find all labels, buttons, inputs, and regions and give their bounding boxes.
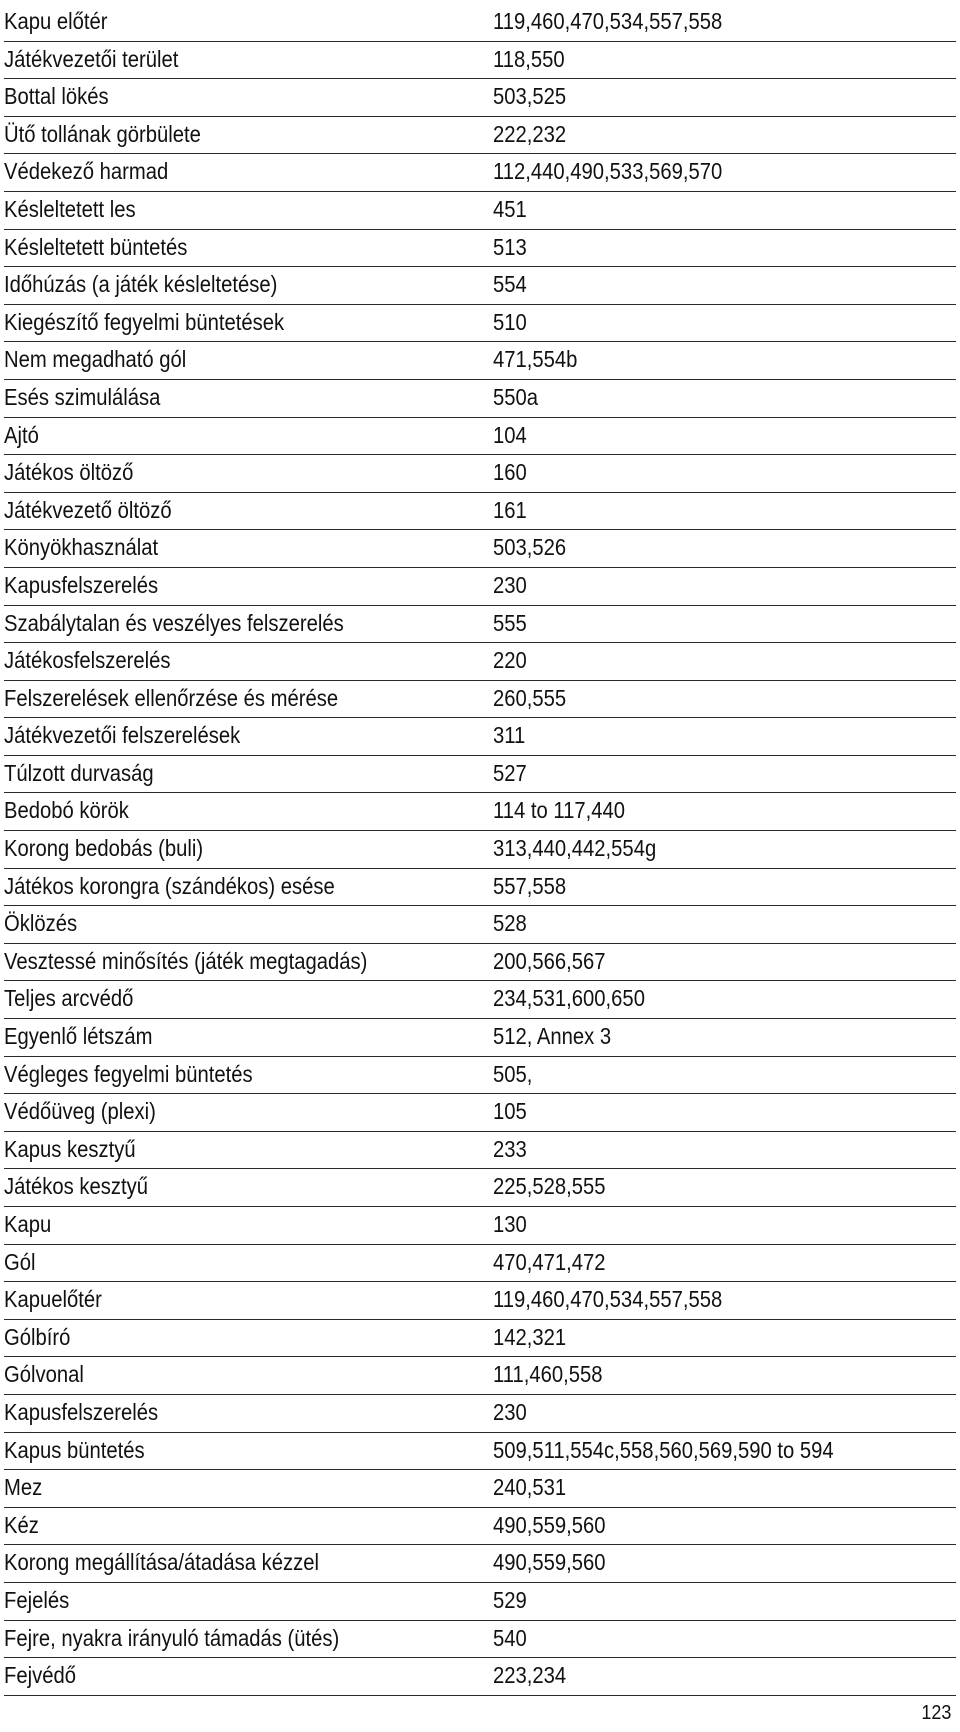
index-term: Túlzott durvaság bbox=[4, 759, 154, 786]
index-term: Időhúzás (a játék késleltetése) bbox=[4, 271, 278, 298]
index-term: Vesztessé minősítés (játék megtagadás) bbox=[4, 947, 368, 974]
index-term: Kapusfelszerelés bbox=[4, 571, 159, 598]
index-term: Mez bbox=[4, 1474, 43, 1501]
index-term: Teljes arcvédő bbox=[4, 985, 134, 1012]
index-references: 527 bbox=[493, 759, 527, 786]
index-references: 311 bbox=[493, 722, 526, 749]
index-term: Felszerelések ellenőrzése és mérése bbox=[4, 684, 339, 711]
index-term: Késleltetett les bbox=[4, 195, 136, 222]
index-references: 233 bbox=[493, 1135, 527, 1162]
index-term: Ajtó bbox=[4, 421, 39, 448]
index-references: 230 bbox=[493, 571, 527, 598]
index-row bbox=[4, 681, 956, 719]
index-row bbox=[4, 1508, 956, 1546]
index-row bbox=[4, 230, 956, 268]
index-row bbox=[4, 756, 956, 794]
index-references: 234,531,600,650 bbox=[493, 985, 645, 1012]
index-row bbox=[4, 1395, 956, 1433]
index-references: 505, bbox=[493, 1060, 533, 1087]
index-references: 554 bbox=[493, 271, 527, 298]
index-term: Gólbíró bbox=[4, 1323, 71, 1350]
index-row bbox=[4, 380, 956, 418]
index-row bbox=[4, 1169, 956, 1207]
index-term: Könyökhasználat bbox=[4, 534, 159, 561]
index-row bbox=[4, 1357, 956, 1395]
index-references: 540 bbox=[493, 1624, 527, 1651]
index-term: Korong bedobás (buli) bbox=[4, 835, 204, 862]
index-term: Bedobó körök bbox=[4, 797, 129, 824]
index-references: 119,460,470,534,557,558 bbox=[493, 8, 723, 34]
index-term: Védőüveg (plexi) bbox=[4, 1098, 156, 1125]
index-term: Játékvezető öltöző bbox=[4, 496, 172, 523]
index-references: 490,559,560 bbox=[493, 1511, 606, 1538]
index-references: 222,232 bbox=[493, 120, 567, 147]
index-row bbox=[4, 1658, 956, 1696]
index-references: 550a bbox=[493, 383, 539, 410]
index-term: Játékos korongra (szándékos) esése bbox=[4, 872, 335, 899]
index-references: 119,460,470,534,557,558 bbox=[493, 1286, 723, 1313]
index-term: Játékvezetői felszerelések bbox=[4, 722, 241, 749]
index-references: 104 bbox=[493, 421, 527, 448]
index-term: Gólvonal bbox=[4, 1361, 84, 1388]
page-number: 123 bbox=[920, 1702, 951, 1724]
index-table bbox=[4, 4, 956, 1696]
index-row bbox=[4, 1282, 956, 1320]
index-row bbox=[4, 906, 956, 944]
index-row bbox=[4, 869, 956, 907]
index-row bbox=[4, 1207, 956, 1245]
index-term: Kapu előtér bbox=[4, 8, 108, 34]
index-references: 503,526 bbox=[493, 534, 567, 561]
index-row bbox=[4, 1621, 956, 1659]
index-term: Kiegészítő fegyelmi büntetések bbox=[4, 308, 285, 335]
index-references: 528 bbox=[493, 910, 527, 937]
index-references: 225,528,555 bbox=[493, 1173, 606, 1200]
index-references: 513 bbox=[493, 233, 527, 260]
index-references: 470,471,472 bbox=[493, 1248, 606, 1275]
index-references: 529 bbox=[493, 1586, 527, 1613]
index-row bbox=[4, 1057, 956, 1095]
index-row bbox=[4, 305, 956, 343]
index-references: 451 bbox=[493, 195, 527, 222]
index-term: Gól bbox=[4, 1248, 36, 1275]
index-row bbox=[4, 4, 956, 42]
index-row bbox=[4, 1470, 956, 1508]
index-references: 490,559,560 bbox=[493, 1549, 606, 1576]
index-term: Kapus büntetés bbox=[4, 1436, 145, 1463]
index-references: 313,440,442,554g bbox=[493, 835, 657, 862]
index-row bbox=[4, 493, 956, 531]
index-row bbox=[4, 793, 956, 831]
index-term: Egyenlő létszám bbox=[4, 1023, 153, 1050]
index-term: Játékos kesztyű bbox=[4, 1173, 149, 1200]
index-row bbox=[4, 831, 956, 869]
index-term: Késleltetett büntetés bbox=[4, 233, 188, 260]
index-row bbox=[4, 981, 956, 1019]
index-references: 114 to 117,440 bbox=[493, 797, 626, 824]
index-references: 200,566,567 bbox=[493, 947, 606, 974]
index-references: 230 bbox=[493, 1398, 527, 1425]
index-references: 111,460,558 bbox=[493, 1361, 603, 1388]
index-term: Nem megadható gól bbox=[4, 346, 187, 373]
index-references: 160 bbox=[493, 459, 527, 486]
index-row bbox=[4, 1245, 956, 1283]
index-references: 557,558 bbox=[493, 872, 567, 899]
index-references: 130 bbox=[493, 1211, 527, 1237]
index-term: Játékos öltöző bbox=[4, 459, 134, 486]
index-row bbox=[4, 42, 956, 80]
index-term: Kapu bbox=[4, 1211, 52, 1237]
index-row bbox=[4, 342, 956, 380]
index-references: 240,531 bbox=[493, 1474, 567, 1501]
index-term: Kéz bbox=[4, 1511, 39, 1538]
index-row bbox=[4, 267, 956, 305]
index-term: Fejvédő bbox=[4, 1662, 77, 1689]
index-term: Fejelés bbox=[4, 1586, 70, 1613]
index-row bbox=[4, 643, 956, 681]
index-term: Bottal lökés bbox=[4, 83, 109, 110]
index-references: 142,321 bbox=[493, 1323, 567, 1350]
index-term: Esés szimulálása bbox=[4, 383, 161, 410]
index-term: Fejre, nyakra irányuló támadás (ütés) bbox=[4, 1624, 340, 1651]
index-references: 510 bbox=[493, 308, 527, 335]
index-references: 503,525 bbox=[493, 83, 567, 110]
index-term: Játékosfelszerelés bbox=[4, 647, 171, 674]
index-references: 105 bbox=[493, 1098, 527, 1125]
index-row bbox=[4, 530, 956, 568]
index-references: 512, Annex 3 bbox=[493, 1023, 612, 1050]
index-row bbox=[4, 1320, 956, 1358]
index-term: Ütő tollának görbülete bbox=[4, 120, 201, 147]
index-row bbox=[4, 154, 956, 192]
index-references: 118,550 bbox=[493, 45, 565, 72]
index-row bbox=[4, 117, 956, 155]
index-row bbox=[4, 79, 956, 117]
index-row bbox=[4, 606, 956, 644]
index-references: 223,234 bbox=[493, 1662, 567, 1689]
index-term: Szabálytalan és veszélyes felszerelés bbox=[4, 609, 344, 636]
index-term: Végleges fegyelmi büntetés bbox=[4, 1060, 253, 1087]
index-references: 220 bbox=[493, 647, 527, 674]
index-references: 161 bbox=[493, 496, 527, 523]
index-row bbox=[4, 1583, 956, 1621]
index-references: 471,554b bbox=[493, 346, 578, 373]
index-term: Öklözés bbox=[4, 910, 78, 937]
index-row bbox=[4, 718, 956, 756]
index-references: 112,440,490,533,569,570 bbox=[493, 158, 723, 185]
index-references: 509,511,554c,558,560,569,590 to 594 bbox=[493, 1436, 834, 1463]
index-row bbox=[4, 1132, 956, 1170]
index-row bbox=[4, 1545, 956, 1583]
index-row bbox=[4, 455, 956, 493]
index-row bbox=[4, 568, 956, 606]
index-row bbox=[4, 192, 956, 230]
index-row bbox=[4, 944, 956, 982]
index-term: Játékvezetői terület bbox=[4, 45, 179, 72]
index-term: Kapuelőtér bbox=[4, 1286, 102, 1313]
index-term: Korong megállítása/átadása kézzel bbox=[4, 1549, 320, 1576]
index-term: Kapus kesztyű bbox=[4, 1135, 136, 1162]
index-row bbox=[4, 1433, 956, 1471]
index-row bbox=[4, 418, 956, 456]
index-row bbox=[4, 1094, 956, 1132]
index-term: Kapusfelszerelés bbox=[4, 1398, 159, 1425]
index-references: 555 bbox=[493, 609, 527, 636]
index-term: Védekező harmad bbox=[4, 158, 169, 185]
index-references: 260,555 bbox=[493, 684, 567, 711]
index-row bbox=[4, 1019, 956, 1057]
